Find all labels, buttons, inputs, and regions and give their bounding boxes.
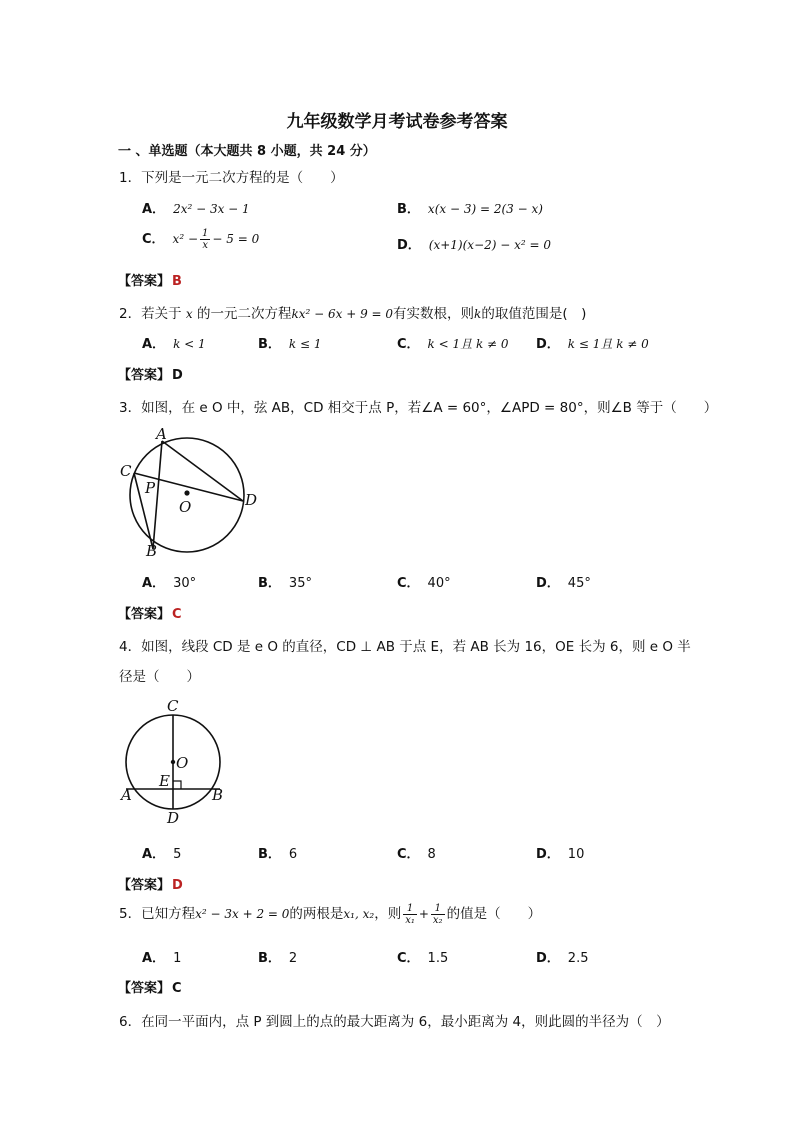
q2-option-b: B． k ≤ 1 bbox=[258, 337, 322, 352]
q3-answer: 【答案】 C bbox=[118, 607, 182, 622]
q4-answer: 【答案】 D bbox=[118, 878, 183, 893]
q5-option-d: D． 2.5 bbox=[536, 951, 589, 966]
q1-c-fraction: $\frac{1}{x}$ bbox=[202, 228, 209, 251]
section-heading: 一 、单选题（本大题共 8 小题，共 24 分） bbox=[118, 144, 376, 159]
q3-label-a: A bbox=[156, 425, 167, 443]
q1-option-d: D． (x+1)(x−2) − x² = 0 bbox=[397, 238, 552, 253]
q2-answer: 【答案】 D bbox=[118, 368, 183, 383]
q4-right-angle-mark bbox=[173, 781, 181, 789]
q2-option-d: D． k ≤ 1且 k ≠ 0 bbox=[536, 337, 649, 352]
page-title: 九年级数学月考试卷参考答案 bbox=[286, 112, 508, 132]
q2-option-a: A． k < 1 bbox=[142, 337, 206, 352]
q2-stem: 2．若关于 x 的一元二次方程kx² − 6x + 9 = 0有实数根，则k的取值范围是( ) bbox=[119, 306, 587, 322]
q4-option-d: D． 10 bbox=[536, 847, 585, 862]
q4-stem-line2: 径是（ ） bbox=[119, 669, 200, 685]
q1-answer: 【答案】 B bbox=[118, 274, 182, 289]
q3-label-b: B bbox=[146, 542, 158, 560]
q3-label-c: C bbox=[120, 462, 132, 480]
q3-circle-figure bbox=[115, 420, 265, 560]
q4-option-c: C． 8 bbox=[397, 847, 436, 862]
q5-answer: 【答案】 C bbox=[118, 981, 182, 996]
q5-option-a: A． 1 bbox=[142, 951, 182, 966]
q2-option-c: C． k < 1且 k ≠ 0 bbox=[397, 337, 509, 352]
q3-option-d: D． 45° bbox=[536, 576, 591, 591]
q3-option-c: C． 40° bbox=[397, 576, 451, 591]
q3-label-p: P bbox=[145, 479, 156, 497]
q3-label-o: O bbox=[179, 498, 192, 516]
q3-center-dot bbox=[184, 490, 189, 495]
q5-option-c: C． 1.5 bbox=[397, 951, 449, 966]
q3-option-b: B． 35° bbox=[258, 576, 312, 591]
q5-option-b: B． 2 bbox=[258, 951, 298, 966]
q4-stem-line1: 4．如图，线段 CD 是 e O 的直径，CD ⊥ AB 于点 E，若 AB 长为 16，OE 长为 6，则 e O 半 bbox=[119, 639, 691, 655]
q3-segment-ad bbox=[162, 441, 243, 501]
q1-option-a: A． 2x² − 3x − 1 bbox=[142, 202, 250, 217]
q3-label-d: D bbox=[245, 491, 258, 509]
q4-label-c: C bbox=[167, 697, 179, 715]
q4-label-e: E bbox=[159, 772, 170, 790]
q4-label-b: B bbox=[212, 786, 224, 804]
q5-fraction-2: $\frac{1}{\text{x₂}}$ bbox=[432, 902, 443, 926]
q6-stem: 6．在同一平面内，点 P 到圆上的点的最大距离为 6，最小距离为 4，则此圆的半径为（ ） bbox=[119, 1014, 670, 1030]
q1-stem: 1．下列是一元二次方程的是（ ） bbox=[119, 170, 344, 186]
q4-label-d: D bbox=[167, 809, 180, 827]
q1-option-b: B． x(x − 3) = 2(3 − x) bbox=[397, 202, 543, 217]
q4-label-a: A bbox=[121, 786, 132, 804]
q4-center-dot bbox=[171, 760, 175, 764]
q5-stem: 5．已知方程x² − 3x + 2 = 0的两根是x₁, x₂，则 $\frac{1}{\text{x₁}}$ + $\frac{1}{\text{x₂}}$ 的值是（ ） bbox=[119, 902, 542, 926]
q3-stem: 3．如图，在 e O 中，弦 AB，CD 相交于点 P，若∠A = 60°，∠APD = 80°，则∠B 等于（ ） bbox=[119, 400, 718, 416]
q4-option-b: B． 6 bbox=[258, 847, 298, 862]
q1-option-c: C． x² − $\frac{1}{x}$ − 5 = 0 bbox=[142, 228, 260, 251]
q4-label-o: O bbox=[176, 754, 189, 772]
q4-circle-figure bbox=[115, 695, 235, 830]
q3-option-a: A． 30° bbox=[142, 576, 197, 591]
q4-option-a: A． 5 bbox=[142, 847, 182, 862]
q5-fraction-1: $\frac{1}{\text{x₁}}$ bbox=[405, 902, 415, 926]
